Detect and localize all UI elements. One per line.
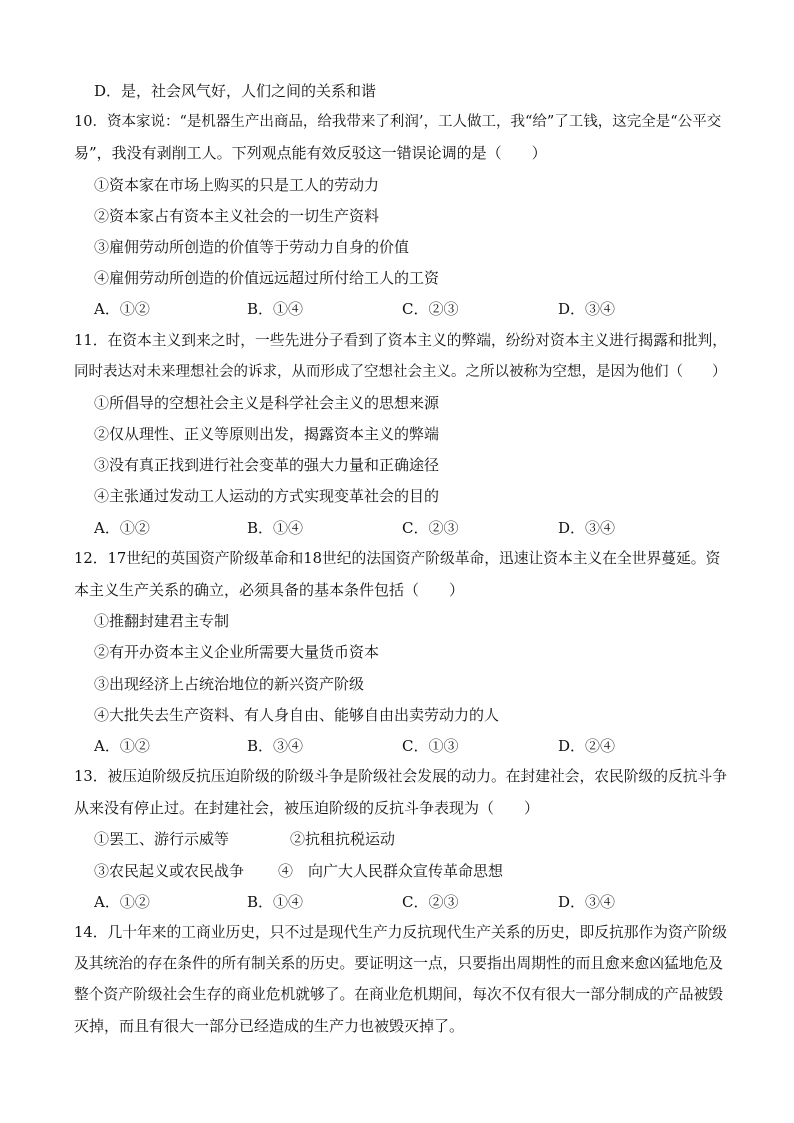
q11-item-4: ④主张通过发动工人运动的方式实现变革社会的目的 — [94, 487, 440, 505]
q12-item-2: ②有开办资本主义企业所需要大量货币资本 — [94, 643, 380, 661]
q12-option-d[interactable]: D．②④ — [558, 737, 616, 755]
q14-line3: 整个资产阶级社会生存的商业危机就够了。在商业危机期间，每次不仅有很大一部分制成的产品被毁 — [74, 986, 723, 1003]
q12-stem-line1: 12．17世纪的英国资产阶级革命和18世纪的法国资产阶级革命，迅速让资本主义在全世界蔓延。资 — [74, 550, 721, 567]
q10-option-c[interactable]: C．②③ — [402, 300, 459, 318]
q11-item-2: ②仅从理性、正义等原则出发，揭露资本主义的弊端 — [94, 425, 440, 443]
q12-item-3: ③出现经济上占统治地位的新兴资产阶级 — [94, 675, 365, 693]
q10-stem-line2: 易”，我没有剥削工人。下列观点能有效反驳这一错误论调的是（ ） — [74, 144, 547, 162]
q12-item-4: ④大批失去生产资料、有人身自由、能够自由出卖劳动力的人 — [94, 706, 500, 724]
q10-option-a[interactable]: A．①② — [94, 300, 150, 318]
q12-item-1: ①推翻封建君主专制 — [94, 612, 230, 630]
q11-item-1: ①所倡导的空想社会主义是科学社会主义的思想来源 — [94, 394, 440, 412]
q10-option-b[interactable]: B．①④ — [247, 300, 304, 318]
q11-stem-line2: 同时表达对未来理想社会的诉求，从而形成了空想社会主义。之所以被称为空想，是因为他们（ ） — [74, 364, 727, 380]
q13-item-2: ②抗租抗税运动 — [290, 830, 396, 848]
q13-option-b[interactable]: B．①④ — [247, 893, 304, 911]
q14-line1: 14．几十年来的工商业历史，只不过是现代生产力反抗现代生产关系的历史，即反抗那作为资产阶级 — [74, 924, 728, 941]
q11-stem-line1: 11．在资本主义到来之时，一些先进分子看到了资本主义的弊端，纷纷对资本主义进行揭露和批判， — [74, 332, 728, 349]
q12-options — [0, 736, 794, 756]
q13-item-1: ①罢工、游行示威等 — [94, 830, 230, 848]
q12-option-c[interactable]: C．①③ — [402, 737, 459, 755]
prev-option-d: D．是，社会风气好，人们之间的关系和谐 — [94, 82, 377, 100]
q12-stem-line2: 本主义生产关系的确立，必须具备的基本条件包括（ ） — [74, 581, 465, 599]
q13-options — [0, 892, 794, 912]
q14-line4: 灭掉，而且有很大一部分已经造成的生产力也被毁灭掉了。 — [74, 1017, 465, 1035]
q13-stem-line2: 从来没有停止过。在封建社会，被压迫阶级的反抗斗争表现为（ ） — [74, 799, 540, 817]
q10-option-d[interactable]: D．③④ — [558, 300, 616, 318]
q10-item-1: ①资本家在市场上购买的只是工人的劳动力 — [94, 176, 380, 194]
q13-item-4: ④ 向广大人民群众宣传革命思想 — [278, 862, 504, 880]
q11-item-3: ③没有真正找到进行社会变革的强大力量和正确途径 — [94, 456, 440, 474]
q13-option-d[interactable]: D．③④ — [558, 893, 616, 911]
q12-option-a[interactable]: A．①② — [94, 737, 150, 755]
q12-option-b[interactable]: B．③④ — [247, 737, 304, 755]
q10-item-2: ②资本家占有资本主义社会的一切生产资料 — [94, 207, 380, 225]
q13-item-3: ③农民起义或农民战争 — [94, 862, 245, 880]
q10-item-3: ③雇佣劳动所创造的价值等于劳动力自身的价值 — [94, 238, 410, 256]
q10-stem-line1: 10．资本家说：“是机器生产出商品，给我带来了利润’，工人做工，我“给”了工钱，这完全是“公平交 — [74, 114, 722, 130]
q13-option-c[interactable]: C．②③ — [402, 893, 459, 911]
q13-stem-line1: 13．被压迫阶级反抗压迫阶级的阶级斗争是阶级社会发展的动力。在封建社会，农民阶级的反抗斗争 — [74, 768, 728, 785]
q11-option-c[interactable]: C．②③ — [402, 519, 459, 537]
q10-options — [0, 299, 794, 319]
q10-item-4: ④雇佣劳动所创造的价值远远超过所付给工人的工资 — [94, 269, 440, 287]
q11-options — [0, 518, 794, 538]
q11-option-b[interactable]: B．①④ — [247, 519, 304, 537]
q14-line2: 及其统治的存在条件的所有制关系的历史。要证明这一点，只要指出周期性的而且愈来愈凶猛地危及 — [74, 955, 723, 972]
q11-option-a[interactable]: A．①② — [94, 519, 150, 537]
q11-option-d[interactable]: D．③④ — [558, 519, 616, 537]
q13-option-a[interactable]: A．①② — [94, 893, 150, 911]
